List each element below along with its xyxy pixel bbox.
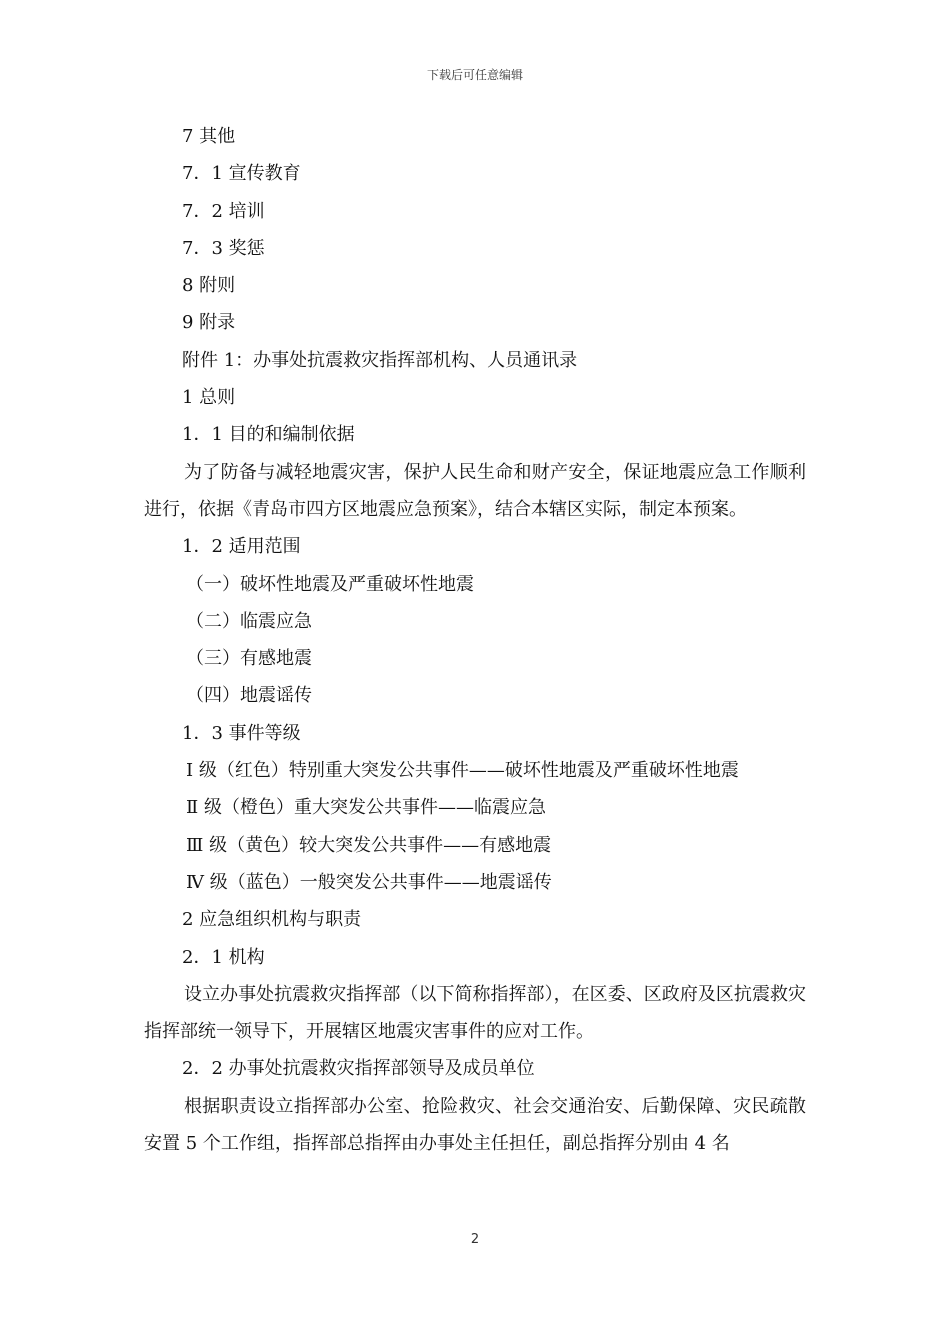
page-number: 2 <box>470 1232 480 1247</box>
toc-line: 9 附录 <box>182 312 236 334</box>
section-heading: 2．2 办事处抗震救灾指挥部领导及成员单位 <box>182 1058 535 1080</box>
section-heading: 2．1 机构 <box>182 946 265 968</box>
toc-line: 7．2 培训 <box>182 200 265 222</box>
page-header: 下载后可任意编辑 <box>426 68 523 82</box>
section-heading: 1．2 适用范围 <box>182 536 301 558</box>
list-item: Ⅳ 级（蓝色）一般突发公共事件——地震谣传 <box>186 871 552 893</box>
list-item: Ⅱ 级（橙色）重大突发公共事件——临震应急 <box>186 797 546 819</box>
section-heading: 1．3 事件等级 <box>182 722 301 744</box>
list-item: （二）临震应急 <box>186 610 312 632</box>
list-item: （一）破坏性地震及严重破坏性地震 <box>186 573 474 595</box>
list-item: （四）地震谣传 <box>186 685 312 707</box>
toc-line: 8 附则 <box>182 275 236 297</box>
list-item: Ⅲ 级（黄色）较大突发公共事件——有感地震 <box>186 834 552 856</box>
paragraph-purpose: 为了防备与减轻地震灾害，保护人民生命和财产安全，保证地震应急工作顺利进行，依据《青岛市四方区地震应急预案》，结合本辖区实际，制定本预案。 <box>144 461 806 520</box>
section-heading: 1．1 目的和编制依据 <box>182 424 355 446</box>
section-heading: 2 应急组织机构与职责 <box>182 909 362 931</box>
list-item: （三）有感地震 <box>186 648 312 670</box>
toc-line: 附件 1：办事处抗震救灾指挥部机构、人员通讯录 <box>182 349 578 371</box>
toc-line: 7．1 宣传教育 <box>182 163 301 185</box>
paragraph-workgroups: 根据职责设立指挥部办公室、抢险救灾、社会交通治安、后勤保障、灾民疏散安置 5 个工作组，指挥部总指挥由办事处主任担任，副总指挥分别由 4 名 <box>144 1095 806 1155</box>
toc-line: 7 其他 <box>182 126 236 147</box>
toc-line: 7．3 奖惩 <box>182 237 265 259</box>
list-item: Ⅰ 级（红色）特别重大突发公共事件——破坏性地震及严重破坏性地震 <box>186 760 739 782</box>
section-heading: 1 总则 <box>182 387 236 409</box>
document-body <box>144 118 806 1162</box>
paragraph-organization: 设立办事处抗震救灾指挥部（以下简称指挥部），在区委、区政府及区抗震救灾指挥部统一领导下，开展辖区地震灾害事件的应对工作。 <box>144 983 806 1043</box>
